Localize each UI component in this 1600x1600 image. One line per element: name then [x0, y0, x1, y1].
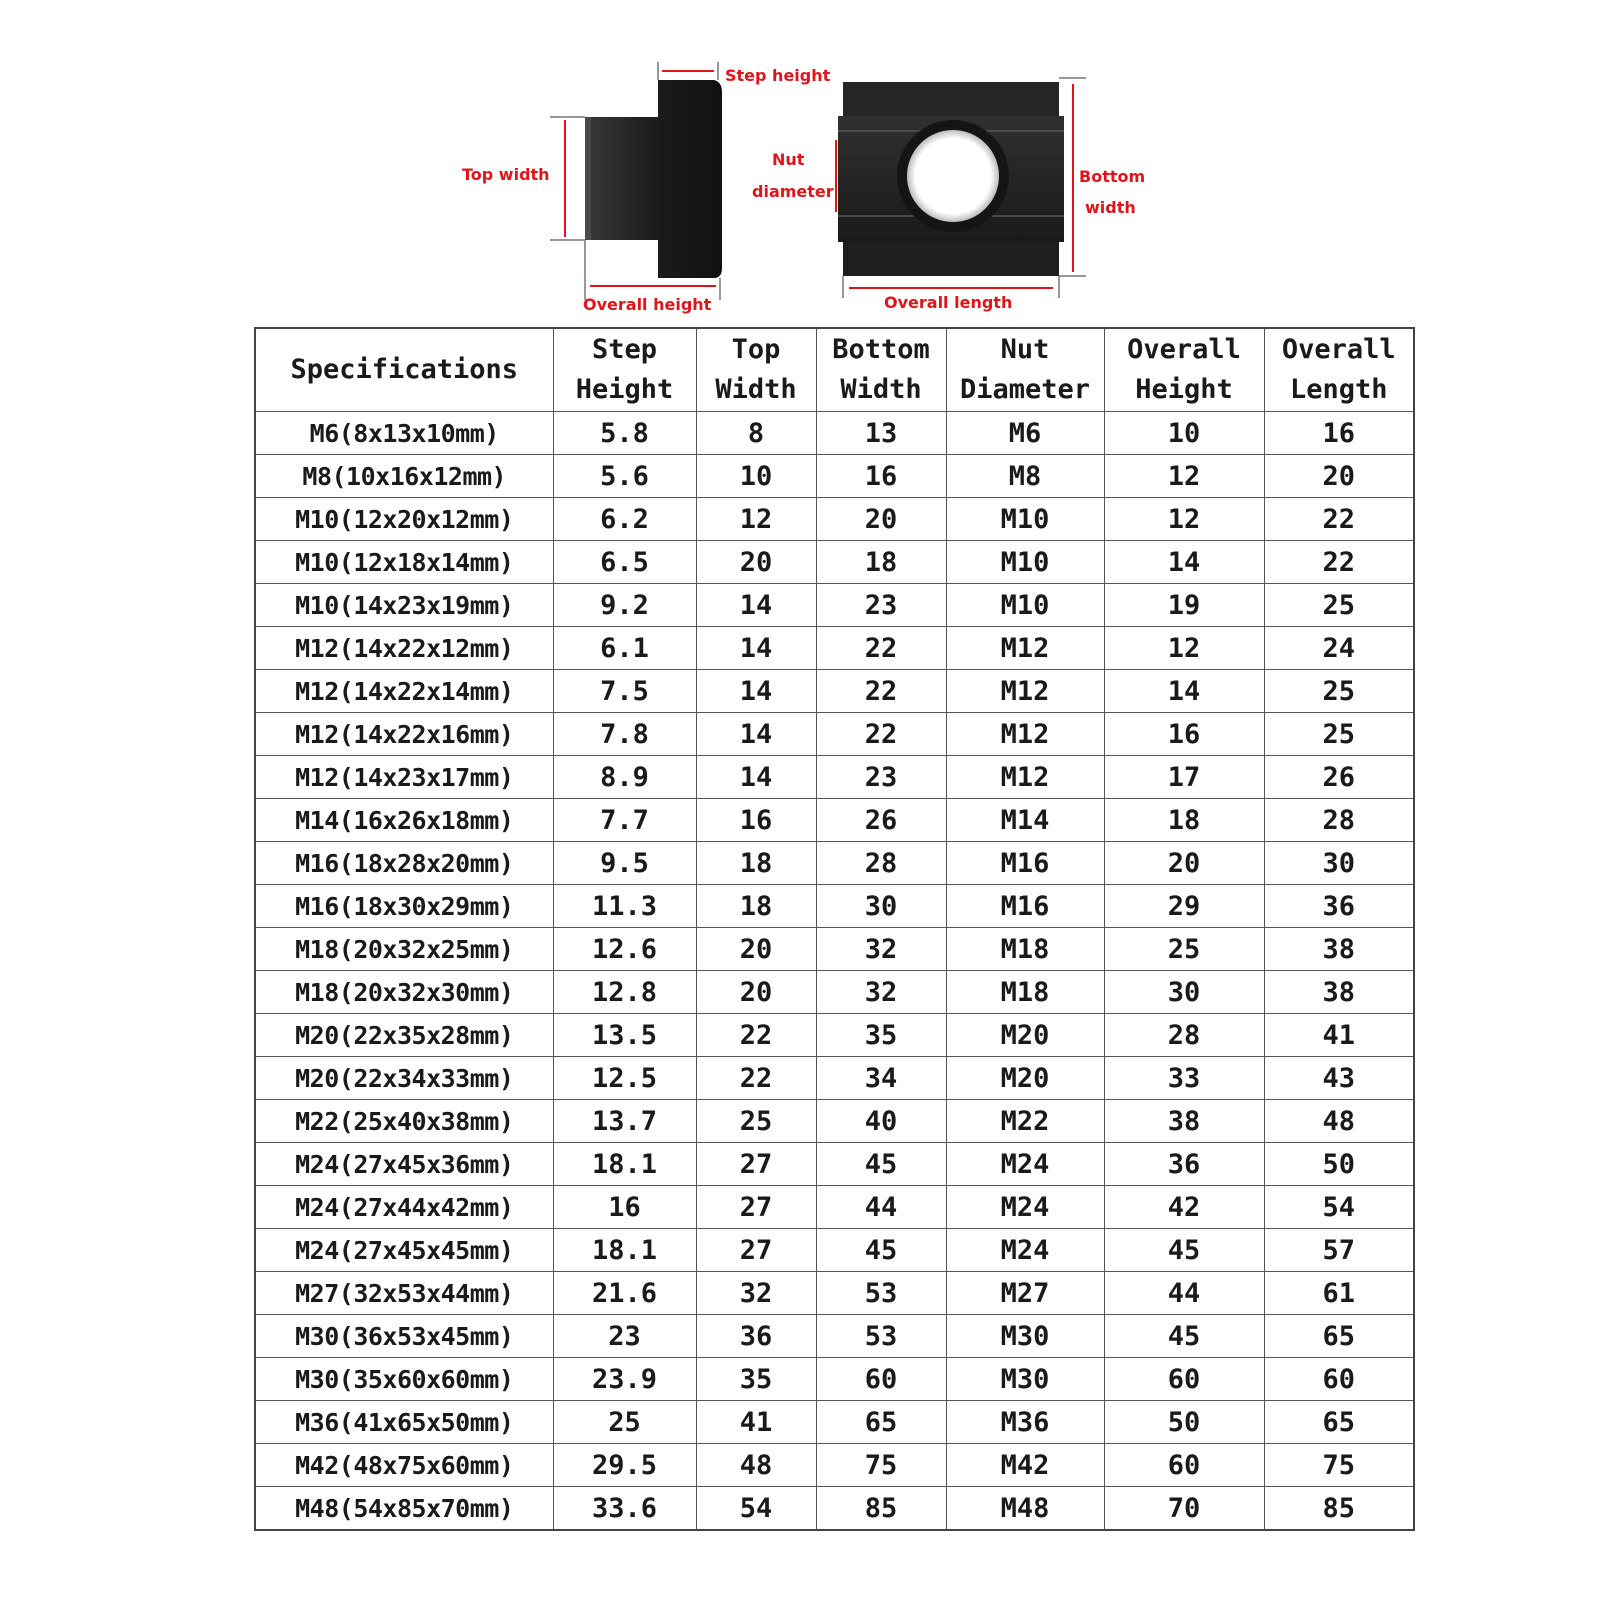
cell-bottom-width: 85	[816, 1487, 946, 1531]
cell-bottom-width: 22	[816, 713, 946, 756]
cell-step-height: 6.5	[553, 541, 696, 584]
cell-overall-length: 22	[1264, 541, 1414, 584]
cell-overall-height: 29	[1104, 885, 1264, 928]
table-row	[255, 1014, 1414, 1057]
table-row	[255, 584, 1414, 627]
cell-overall-height: 18	[1104, 799, 1264, 842]
cell-top-width: 14	[696, 627, 816, 670]
cell-overall-length: 36	[1264, 885, 1414, 928]
cell-specifications: M24(27x45x36mm)	[255, 1143, 553, 1186]
cell-nut-diameter: M16	[946, 885, 1104, 928]
table-body	[255, 412, 1414, 1531]
cell-step-height: 7.7	[553, 799, 696, 842]
cell-top-width: 16	[696, 799, 816, 842]
cell-specifications: M18(20x32x25mm)	[255, 928, 553, 971]
header-overall-length-line: Overall	[1281, 334, 1396, 365]
spec-table	[254, 327, 1415, 1531]
cell-overall-height: 16	[1104, 713, 1264, 756]
cell-overall-length: 25	[1264, 584, 1414, 627]
table-row	[255, 885, 1414, 928]
cell-top-width: 22	[696, 1014, 816, 1057]
cell-top-width: 25	[696, 1100, 816, 1143]
cell-top-width: 32	[696, 1272, 816, 1315]
cell-overall-length: 20	[1264, 455, 1414, 498]
cell-nut-diameter: M12	[946, 713, 1104, 756]
cell-nut-diameter: M18	[946, 971, 1104, 1014]
cell-top-width: 27	[696, 1229, 816, 1272]
cell-overall-height: 10	[1104, 412, 1264, 455]
cell-specifications: M24(27x44x42mm)	[255, 1186, 553, 1229]
cell-bottom-width: 60	[816, 1358, 946, 1401]
cell-step-height: 18.1	[553, 1143, 696, 1186]
cell-overall-length: 43	[1264, 1057, 1414, 1100]
cell-overall-height: 28	[1104, 1014, 1264, 1057]
cell-nut-diameter: M14	[946, 799, 1104, 842]
header-nut-diameter-line: Nut	[1000, 334, 1050, 365]
cell-bottom-width: 16	[816, 455, 946, 498]
cell-step-height: 23	[553, 1315, 696, 1358]
label-overall-height: Overall height	[583, 295, 712, 314]
table-row	[255, 412, 1414, 455]
cell-specifications: M12(14x22x16mm)	[255, 713, 553, 756]
cell-top-width: 14	[696, 670, 816, 713]
header-overall-length	[1264, 328, 1414, 412]
cell-bottom-width: 32	[816, 971, 946, 1014]
cell-nut-diameter: M10	[946, 541, 1104, 584]
cell-top-width: 14	[696, 584, 816, 627]
cell-overall-length: 50	[1264, 1143, 1414, 1186]
cell-specifications: M18(20x32x30mm)	[255, 971, 553, 1014]
cell-bottom-width: 75	[816, 1444, 946, 1487]
cell-specifications: M27(32x53x44mm)	[255, 1272, 553, 1315]
cell-nut-diameter: M30	[946, 1358, 1104, 1401]
cell-specifications: M8(10x16x12mm)	[255, 455, 553, 498]
cell-overall-length: 75	[1264, 1444, 1414, 1487]
cell-step-height: 33.6	[553, 1487, 696, 1531]
table-row	[255, 928, 1414, 971]
cell-overall-height: 44	[1104, 1272, 1264, 1315]
cell-bottom-width: 65	[816, 1401, 946, 1444]
cell-step-height: 6.2	[553, 498, 696, 541]
cell-overall-height: 12	[1104, 627, 1264, 670]
cell-specifications: M12(14x23x17mm)	[255, 756, 553, 799]
header-overall-height-line: Overall	[1127, 334, 1241, 365]
cell-overall-length: 28	[1264, 799, 1414, 842]
cell-top-width: 35	[696, 1358, 816, 1401]
label-bottom-width-line2: width	[1085, 198, 1136, 217]
header-nut-diameter-line: Diameter	[959, 374, 1091, 405]
cell-top-width: 18	[696, 885, 816, 928]
cell-nut-diameter: M12	[946, 627, 1104, 670]
cell-overall-length: 41	[1264, 1014, 1414, 1057]
cell-step-height: 12.6	[553, 928, 696, 971]
cell-step-height: 9.5	[553, 842, 696, 885]
cell-overall-height: 42	[1104, 1186, 1264, 1229]
cell-specifications: M22(25x40x38mm)	[255, 1100, 553, 1143]
cell-overall-length: 22	[1264, 498, 1414, 541]
label-step-height: Step height	[725, 66, 831, 85]
cell-specifications: M20(22x34x33mm)	[255, 1057, 553, 1100]
cell-nut-diameter: M6	[946, 412, 1104, 455]
cell-bottom-width: 28	[816, 842, 946, 885]
cell-step-height: 29.5	[553, 1444, 696, 1487]
cell-overall-height: 38	[1104, 1100, 1264, 1143]
cell-specifications: M16(18x28x20mm)	[255, 842, 553, 885]
cell-nut-diameter: M24	[946, 1186, 1104, 1229]
cell-specifications: M30(36x53x45mm)	[255, 1315, 553, 1358]
cell-top-width: 8	[696, 412, 816, 455]
cell-specifications: M12(14x22x12mm)	[255, 627, 553, 670]
cell-specifications: M30(35x60x60mm)	[255, 1358, 553, 1401]
cell-top-width: 48	[696, 1444, 816, 1487]
cell-nut-diameter: M30	[946, 1315, 1104, 1358]
cell-overall-height: 50	[1104, 1401, 1264, 1444]
cell-top-width: 36	[696, 1315, 816, 1358]
cell-step-height: 7.8	[553, 713, 696, 756]
cell-nut-diameter: M12	[946, 670, 1104, 713]
cell-nut-diameter: M22	[946, 1100, 1104, 1143]
table-row	[255, 1186, 1414, 1229]
table-row	[255, 1100, 1414, 1143]
cell-bottom-width: 53	[816, 1272, 946, 1315]
table-row	[255, 799, 1414, 842]
table-row	[255, 498, 1414, 541]
dimension-diagram	[0, 0, 1600, 325]
cell-bottom-width: 32	[816, 928, 946, 971]
cell-bottom-width: 34	[816, 1057, 946, 1100]
header-bottom-width-line: Bottom	[832, 334, 930, 365]
front-view-t-nut	[838, 82, 1064, 276]
cell-overall-height: 14	[1104, 670, 1264, 713]
table-row	[255, 670, 1414, 713]
cell-bottom-width: 30	[816, 885, 946, 928]
cell-top-width: 18	[696, 842, 816, 885]
header-step-height-line: Height	[575, 374, 674, 405]
cell-nut-diameter: M16	[946, 842, 1104, 885]
cell-top-width: 27	[696, 1186, 816, 1229]
header-top-width	[696, 328, 816, 412]
cell-step-height: 5.8	[553, 412, 696, 455]
cell-nut-diameter: M42	[946, 1444, 1104, 1487]
header-step-height	[553, 328, 696, 412]
cell-bottom-width: 45	[816, 1143, 946, 1186]
cell-nut-diameter: M36	[946, 1401, 1104, 1444]
cell-specifications: M10(12x20x12mm)	[255, 498, 553, 541]
header-overall-length-line: Length	[1289, 374, 1388, 405]
cell-bottom-width: 35	[816, 1014, 946, 1057]
cell-nut-diameter: M18	[946, 928, 1104, 971]
cell-bottom-width: 20	[816, 498, 946, 541]
cell-specifications: M14(16x26x18mm)	[255, 799, 553, 842]
header-top-width-line: Width	[715, 374, 797, 405]
table-row	[255, 1358, 1414, 1401]
cell-bottom-width: 26	[816, 799, 946, 842]
cell-nut-diameter: M20	[946, 1057, 1104, 1100]
cell-overall-height: 17	[1104, 756, 1264, 799]
cell-bottom-width: 18	[816, 541, 946, 584]
table-row	[255, 1057, 1414, 1100]
cell-overall-length: 48	[1264, 1100, 1414, 1143]
header-nut-diameter	[946, 328, 1104, 412]
cell-specifications: M12(14x22x14mm)	[255, 670, 553, 713]
cell-step-height: 21.6	[553, 1272, 696, 1315]
table-row	[255, 1487, 1414, 1531]
side-view-t-nut	[585, 80, 722, 278]
cell-overall-height: 60	[1104, 1358, 1264, 1401]
cell-nut-diameter: M24	[946, 1143, 1104, 1186]
table-row	[255, 1229, 1414, 1272]
cell-bottom-width: 13	[816, 412, 946, 455]
cell-specifications: M48(54x85x70mm)	[255, 1487, 553, 1531]
table-row	[255, 627, 1414, 670]
table-row	[255, 1272, 1414, 1315]
cell-overall-length: 65	[1264, 1315, 1414, 1358]
cell-step-height: 25	[553, 1401, 696, 1444]
cell-overall-height: 45	[1104, 1315, 1264, 1358]
cell-overall-length: 60	[1264, 1358, 1414, 1401]
label-nut-diameter-line1: Nut	[772, 150, 805, 169]
cell-specifications: M36(41x65x50mm)	[255, 1401, 553, 1444]
cell-nut-diameter: M8	[946, 455, 1104, 498]
label-top-width: Top width	[462, 165, 550, 184]
cell-overall-height: 33	[1104, 1057, 1264, 1100]
cell-specifications: M20(22x35x28mm)	[255, 1014, 553, 1057]
table-row	[255, 541, 1414, 584]
table-row	[255, 713, 1414, 756]
cell-overall-length: 25	[1264, 670, 1414, 713]
cell-overall-length: 30	[1264, 842, 1414, 885]
header-specifications-line: Specifications	[290, 354, 519, 385]
cell-step-height: 23.9	[553, 1358, 696, 1401]
cell-top-width: 41	[696, 1401, 816, 1444]
cell-overall-height: 20	[1104, 842, 1264, 885]
cell-overall-height: 45	[1104, 1229, 1264, 1272]
table-row	[255, 1315, 1414, 1358]
cell-overall-height: 30	[1104, 971, 1264, 1014]
cell-top-width: 14	[696, 756, 816, 799]
cell-step-height: 12.8	[553, 971, 696, 1014]
cell-nut-diameter: M24	[946, 1229, 1104, 1272]
cell-overall-length: 24	[1264, 627, 1414, 670]
cell-step-height: 11.3	[553, 885, 696, 928]
table-row	[255, 756, 1414, 799]
cell-step-height: 18.1	[553, 1229, 696, 1272]
cell-overall-height: 19	[1104, 584, 1264, 627]
label-bottom-width-line1: Bottom	[1079, 167, 1146, 186]
cell-step-height: 13.5	[553, 1014, 696, 1057]
cell-overall-height: 12	[1104, 498, 1264, 541]
table-row	[255, 1401, 1414, 1444]
cell-overall-length: 38	[1264, 971, 1414, 1014]
header-row	[255, 328, 1414, 412]
cell-bottom-width: 45	[816, 1229, 946, 1272]
table-header	[255, 328, 1414, 412]
table-row	[255, 1444, 1414, 1487]
cell-specifications: M10(14x23x19mm)	[255, 584, 553, 627]
table-row	[255, 971, 1414, 1014]
cell-bottom-width: 23	[816, 756, 946, 799]
cell-overall-length: 16	[1264, 412, 1414, 455]
cell-bottom-width: 53	[816, 1315, 946, 1358]
cell-overall-length: 61	[1264, 1272, 1414, 1315]
cell-step-height: 16	[553, 1186, 696, 1229]
cell-specifications: M42(48x75x60mm)	[255, 1444, 553, 1487]
header-bottom-width	[816, 328, 946, 412]
cell-overall-length: 26	[1264, 756, 1414, 799]
cell-nut-diameter: M12	[946, 756, 1104, 799]
cell-overall-height: 12	[1104, 455, 1264, 498]
cell-nut-diameter: M10	[946, 584, 1104, 627]
table-row	[255, 842, 1414, 885]
cell-bottom-width: 22	[816, 627, 946, 670]
cell-step-height: 6.1	[553, 627, 696, 670]
cell-step-height: 8.9	[553, 756, 696, 799]
cell-overall-height: 70	[1104, 1487, 1264, 1531]
cell-specifications: M10(12x18x14mm)	[255, 541, 553, 584]
cell-overall-length: 85	[1264, 1487, 1414, 1531]
header-overall-height-line: Height	[1135, 374, 1233, 405]
cell-nut-diameter: M27	[946, 1272, 1104, 1315]
cell-overall-length: 38	[1264, 928, 1414, 971]
cell-top-width: 54	[696, 1487, 816, 1531]
cell-bottom-width: 44	[816, 1186, 946, 1229]
cell-bottom-width: 22	[816, 670, 946, 713]
cell-specifications: M6(8x13x10mm)	[255, 412, 553, 455]
cell-specifications: M16(18x30x29mm)	[255, 885, 553, 928]
cell-top-width: 10	[696, 455, 816, 498]
label-nut-diameter-line2: diameter	[752, 182, 834, 201]
cell-top-width: 20	[696, 971, 816, 1014]
header-step-height-line: Step	[591, 334, 658, 365]
cell-bottom-width: 23	[816, 584, 946, 627]
cell-nut-diameter: M20	[946, 1014, 1104, 1057]
cell-overall-height: 60	[1104, 1444, 1264, 1487]
label-overall-length: Overall length	[884, 293, 1013, 312]
cell-overall-length: 25	[1264, 713, 1414, 756]
cell-top-width: 27	[696, 1143, 816, 1186]
cell-overall-height: 25	[1104, 928, 1264, 971]
cell-nut-diameter: M48	[946, 1487, 1104, 1531]
cell-top-width: 12	[696, 498, 816, 541]
header-specifications	[255, 328, 553, 412]
cell-bottom-width: 40	[816, 1100, 946, 1143]
cell-top-width: 22	[696, 1057, 816, 1100]
cell-step-height: 7.5	[553, 670, 696, 713]
header-overall-height	[1104, 328, 1264, 412]
cell-step-height: 12.5	[553, 1057, 696, 1100]
cell-step-height: 5.6	[553, 455, 696, 498]
cell-overall-height: 14	[1104, 541, 1264, 584]
cell-overall-height: 36	[1104, 1143, 1264, 1186]
cell-specifications: M24(27x45x45mm)	[255, 1229, 553, 1272]
cell-nut-diameter: M10	[946, 498, 1104, 541]
table-row	[255, 455, 1414, 498]
cell-top-width: 20	[696, 541, 816, 584]
cell-step-height: 9.2	[553, 584, 696, 627]
cell-step-height: 13.7	[553, 1100, 696, 1143]
cell-top-width: 20	[696, 928, 816, 971]
cell-overall-length: 54	[1264, 1186, 1414, 1229]
cell-overall-length: 65	[1264, 1401, 1414, 1444]
cell-top-width: 14	[696, 713, 816, 756]
header-top-width-line: Top	[731, 334, 781, 365]
header-bottom-width-line: Width	[840, 374, 922, 405]
table-row	[255, 1143, 1414, 1186]
cell-overall-length: 57	[1264, 1229, 1414, 1272]
